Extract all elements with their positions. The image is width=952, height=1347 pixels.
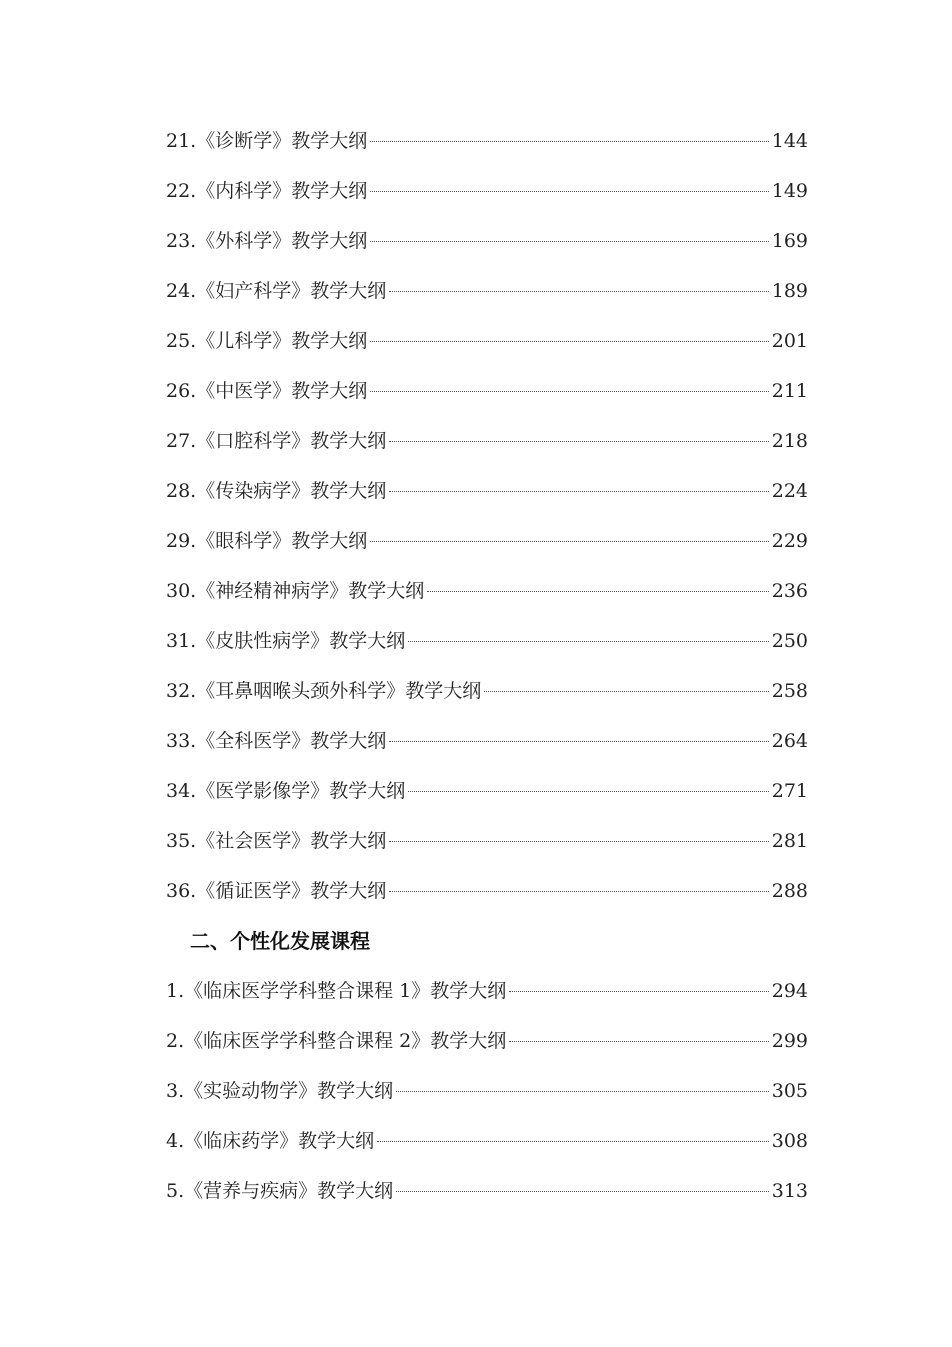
dot-leader: [370, 241, 769, 242]
toc-page-number: 144: [771, 130, 808, 152]
dot-leader: [396, 1191, 769, 1192]
toc-entry[interactable]: [166, 766, 808, 816]
toc-entry-title: 24.《妇产科学》教学大纲: [166, 280, 387, 302]
toc-entry[interactable]: [166, 1116, 808, 1166]
toc-entry[interactable]: [166, 166, 808, 216]
toc-page-number: 288: [771, 880, 808, 902]
dot-leader: [389, 741, 769, 742]
toc-entry[interactable]: [166, 266, 808, 316]
toc-entry[interactable]: [166, 216, 808, 266]
table-of-contents: [166, 116, 808, 1216]
toc-entry[interactable]: [166, 966, 808, 1016]
toc-page-number: 271: [771, 780, 808, 802]
toc-entry-title: 28.《传染病学》教学大纲: [166, 480, 387, 502]
toc-entry-title: 34.《医学影像学》教学大纲: [166, 780, 406, 802]
dot-leader: [509, 1041, 768, 1042]
toc-entry-title: 25.《儿科学》教学大纲: [166, 330, 368, 352]
toc-entry[interactable]: [166, 866, 808, 916]
dot-leader: [377, 1141, 769, 1142]
toc-entry-title: 27.《口腔科学》教学大纲: [166, 430, 387, 452]
toc-entry[interactable]: [166, 1066, 808, 1116]
dot-leader: [389, 291, 769, 292]
toc-entry-title: 21.《诊断学》教学大纲: [166, 130, 368, 152]
toc-entry[interactable]: [166, 716, 808, 766]
dot-leader: [370, 391, 769, 392]
toc-page-number: 149: [771, 180, 808, 202]
toc-page-number: 218: [771, 430, 808, 452]
toc-entry[interactable]: [166, 366, 808, 416]
toc-entry-title: 2.《临床医学学科整合课程 2》教学大纲: [166, 1030, 507, 1052]
toc-entry[interactable]: [166, 116, 808, 166]
toc-page-number: 258: [771, 680, 808, 702]
dot-leader: [408, 641, 769, 642]
dot-leader: [396, 1091, 769, 1092]
toc-page-number: 299: [771, 1030, 808, 1052]
toc-entry-title: 5.《营养与疾病》教学大纲: [166, 1180, 394, 1202]
toc-entry[interactable]: [166, 466, 808, 516]
toc-page-number: 229: [771, 530, 808, 552]
toc-entry-title: 22.《内科学》教学大纲: [166, 180, 368, 202]
toc-page-number: 189: [771, 280, 808, 302]
toc-entry-title: 35.《社会医学》教学大纲: [166, 830, 387, 852]
dot-leader: [389, 441, 769, 442]
dot-leader: [408, 791, 769, 792]
toc-page-number: 308: [771, 1130, 808, 1152]
section-heading: 二、个性化发展课程: [190, 929, 370, 953]
toc-entry[interactable]: [166, 1016, 808, 1066]
toc-page-number: 169: [771, 230, 808, 252]
toc-page-number: 294: [771, 980, 808, 1002]
toc-page-number: 305: [771, 1080, 808, 1102]
toc-page-number: 201: [771, 330, 808, 352]
toc-entry-title: 23.《外科学》教学大纲: [166, 230, 368, 252]
toc-page-number: 281: [771, 830, 808, 852]
dot-leader: [370, 541, 769, 542]
toc-entry-title: 31.《皮肤性病学》教学大纲: [166, 630, 406, 652]
toc-page-number: 313: [771, 1180, 808, 1202]
toc-entry[interactable]: [166, 316, 808, 366]
toc-page-number: 250: [771, 630, 808, 652]
dot-leader: [370, 141, 769, 142]
toc-entry-title: 32.《耳鼻咽喉头颈外科学》教学大纲: [166, 680, 482, 702]
toc-entry[interactable]: [166, 816, 808, 866]
toc-entry-title: 1.《临床医学学科整合课程 1》教学大纲: [166, 980, 507, 1002]
toc-entry-title: 4.《临床药学》教学大纲: [166, 1130, 375, 1152]
toc-entry-title: 36.《循证医学》教学大纲: [166, 880, 387, 902]
toc-entry[interactable]: [166, 416, 808, 466]
toc-entry-title: 26.《中医学》教学大纲: [166, 380, 368, 402]
dot-leader: [389, 891, 769, 892]
toc-page-number: 224: [771, 480, 808, 502]
toc-entry-title: 3.《实验动物学》教学大纲: [166, 1080, 394, 1102]
dot-leader: [370, 341, 769, 342]
toc-page-number: 236: [771, 580, 808, 602]
toc-page-number: 264: [771, 730, 808, 752]
toc-entry-title: 33.《全科医学》教学大纲: [166, 730, 387, 752]
dot-leader: [509, 991, 768, 992]
dot-leader: [370, 191, 769, 192]
toc-entry-title: 29.《眼科学》教学大纲: [166, 530, 368, 552]
toc-entry[interactable]: [166, 516, 808, 566]
dot-leader: [427, 591, 769, 592]
toc-entry[interactable]: [166, 1166, 808, 1216]
toc-entry[interactable]: [166, 616, 808, 666]
toc-entry[interactable]: [166, 666, 808, 716]
dot-leader: [389, 491, 769, 492]
toc-entry-title: 30.《神经精神病学》教学大纲: [166, 580, 425, 602]
toc-page-number: 211: [771, 380, 808, 402]
toc-entry[interactable]: [166, 566, 808, 616]
dot-leader: [389, 841, 769, 842]
dot-leader: [484, 691, 769, 692]
